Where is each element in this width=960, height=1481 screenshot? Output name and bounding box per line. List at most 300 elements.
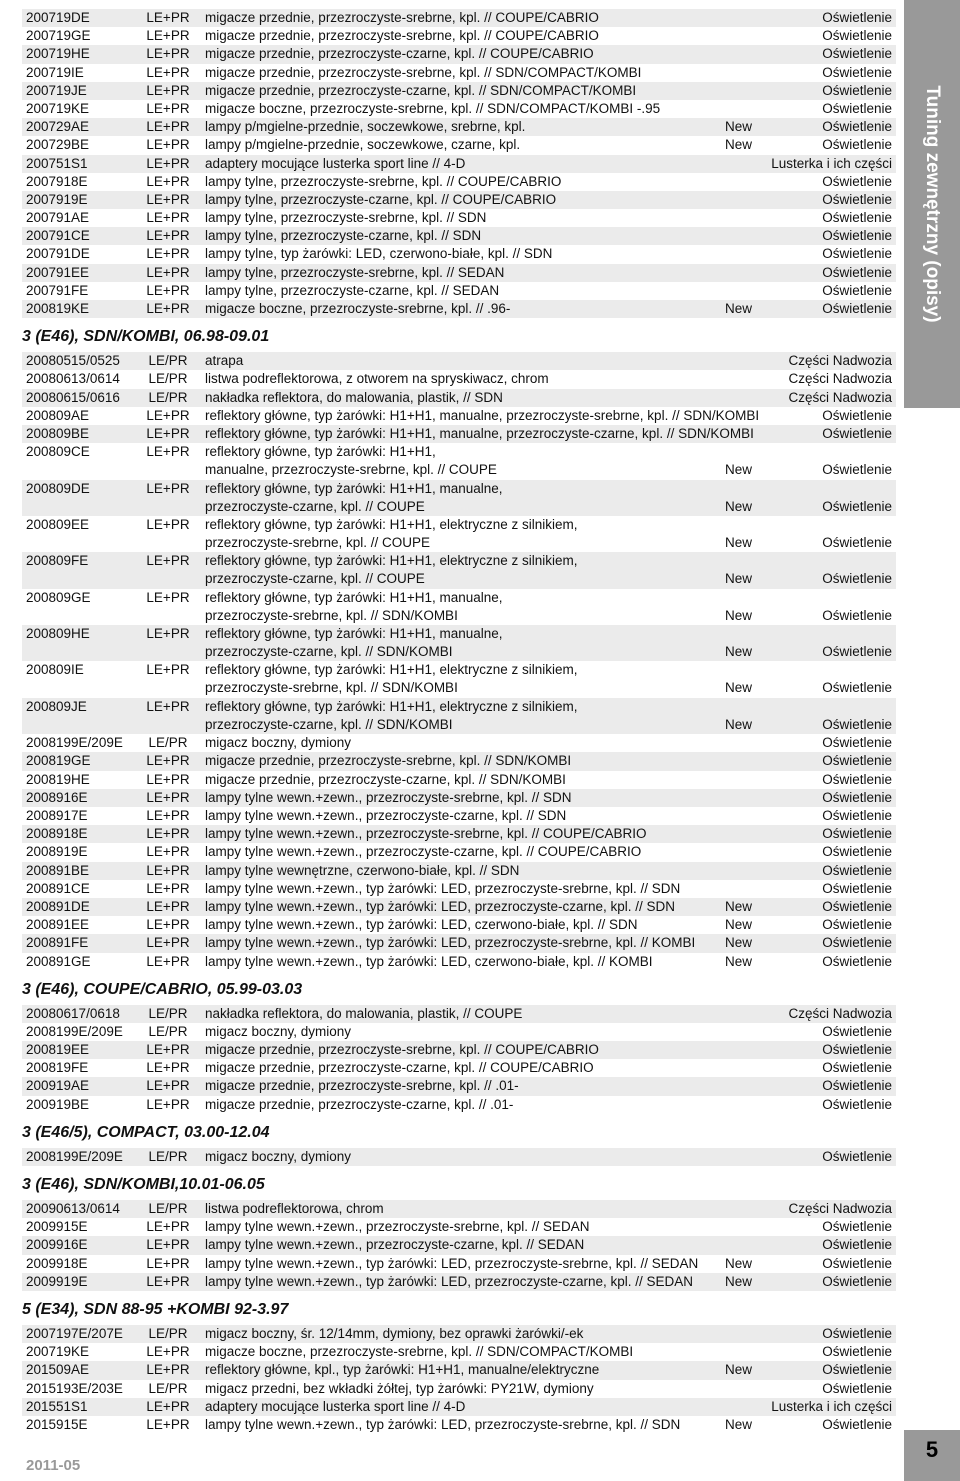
part-code: 20080615/0616: [26, 389, 120, 405]
table-row: [22, 136, 896, 154]
table-row: [22, 625, 896, 661]
part-description: lampy tylne wewn.+zewn., typ żarówki: LED, przezroczyste-srebrne, kpl. // SDN: [205, 1416, 681, 1432]
table-row: [22, 862, 896, 880]
new-badge: New: [725, 935, 753, 951]
part-description: nakładka reflektora, do malowania, plastik, // SDN: [205, 389, 503, 405]
category-label: Części Nadwozia: [788, 353, 892, 369]
category-label: Oświetlenie: [822, 862, 892, 878]
part-description: migacz boczny, dymiony: [205, 1023, 352, 1039]
part-code: 200809BE: [26, 425, 90, 441]
side-label: LE+PR: [146, 953, 190, 969]
table-row: [22, 155, 896, 173]
category-label: Części Nadwozia: [788, 1201, 892, 1216]
new-badge: New: [725, 898, 753, 914]
table-row: [22, 1148, 896, 1166]
part-description: reflektory główne, typ żarówki: H1+H1, elektryczne z silnikiem,: [205, 698, 578, 714]
table-row: [22, 45, 896, 63]
table-row: [22, 843, 896, 861]
side-label: LE+PR: [146, 301, 190, 316]
table-row: [22, 752, 896, 770]
part-description: migacze przednie, przezroczyste-srebrne, kpl. // .01-: [205, 1078, 519, 1094]
side-label: LE+PR: [146, 553, 190, 569]
table-row: [22, 1416, 896, 1434]
category-label: Oświetlenie: [822, 264, 892, 280]
new-badge: New: [725, 462, 753, 478]
part-code: 200819EE: [26, 1042, 90, 1058]
table-row: [22, 1255, 896, 1273]
part-code: 2008916E: [26, 789, 88, 805]
category-label: Oświetlenie: [822, 771, 892, 787]
new-badge: New: [725, 917, 753, 933]
part-description: migacze przednie, przezroczyste-srebrne, kpl. // COUPE/CABRIO: [205, 10, 599, 25]
side-label: LE+PR: [146, 1237, 190, 1253]
new-badge: New: [725, 119, 753, 135]
table-row: [22, 1380, 896, 1398]
part-code: 2009916E: [26, 1237, 88, 1253]
part-code: 2009918E: [26, 1255, 88, 1271]
side-label: LE+PR: [146, 589, 190, 605]
table-row: [22, 934, 896, 952]
category-label: Oświetlenie: [822, 1060, 892, 1076]
new-badge: New: [725, 571, 753, 587]
part-code: 200719JE: [26, 82, 87, 98]
side-label: LE+PR: [146, 1255, 190, 1271]
part-description: migacze przednie, przezroczyste-srebrne, kpl. // COUPE/CABRIO: [205, 1042, 599, 1058]
category-label: Oświetlenie: [822, 735, 892, 751]
part-description: reflektory główne, typ żarówki: H1+H1, manualne, przezroczyste-srebrne, kpl. // SDN/KOMBI: [205, 407, 760, 423]
part-description: migacze przednie, przezroczyste-srebrne, kpl. // SDN/KOMBI: [205, 753, 572, 769]
category-label: Oświetlenie: [822, 119, 892, 135]
table-row: [22, 209, 896, 227]
category-label: Oświetlenie: [822, 1416, 892, 1432]
section-header: [22, 1114, 896, 1148]
table-row: [22, 245, 896, 263]
new-badge: New: [725, 1255, 753, 1271]
part-description: reflektory główne, typ żarówki: H1+H1, manualne, przezroczyste-czarne, kpl. // SDN/KOMBI: [205, 425, 754, 441]
table-row: [22, 771, 896, 789]
category-label: Oświetlenie: [822, 1344, 892, 1360]
part-description: migacze przednie, przezroczyste-czarne, kpl. // COUPE/CABRIO: [205, 1060, 594, 1076]
part-code: 2007918E: [26, 173, 88, 189]
category-label: Oświetlenie: [822, 1023, 892, 1039]
part-code: 200809IE: [26, 662, 84, 678]
new-badge: New: [725, 137, 753, 153]
category-label: Oświetlenie: [822, 498, 892, 514]
part-code: 200791EE: [26, 264, 90, 280]
section-title: 5 (E34), SDN 88-95 +KOMBI 92-3.97: [22, 1300, 289, 1318]
part-code: 20080617/0618: [26, 1005, 120, 1021]
table-row: [22, 1059, 896, 1077]
side-label: LE/PR: [148, 1325, 188, 1341]
part-description: atrapa: [205, 353, 244, 369]
part-description-line2: przezroczyste-srebrne, kpl. // COUPE: [205, 534, 431, 550]
part-code: 200719IE: [26, 64, 84, 80]
part-code: 200751S1: [26, 155, 88, 171]
part-code: 200809EE: [26, 516, 90, 532]
category-label: Części Nadwozia: [788, 371, 892, 387]
part-code: 200809CE: [26, 444, 90, 460]
part-description: lampy tylne wewn.+zewn., przezroczyste-czarne, kpl. // SEDAN: [205, 1237, 585, 1253]
side-label: LE+PR: [146, 898, 190, 914]
category-label: Oświetlenie: [822, 191, 892, 207]
side-label: LE/PR: [148, 371, 188, 387]
part-code: 200891CE: [26, 880, 90, 896]
new-badge: New: [725, 301, 753, 316]
part-code: 201551S1: [26, 1398, 88, 1414]
part-description: lampy tylne, przezroczyste-czarne, kpl. // SEDAN: [205, 282, 500, 298]
table-row: [22, 807, 896, 825]
part-description: lampy p/mgielne-przednie, soczewkowe, czarne, kpl.: [205, 137, 521, 153]
part-code: 2015915E: [26, 1416, 88, 1432]
part-description: lampy tylne wewn.+zewn., typ żarówki: LED, przezroczyste-srebrne, kpl. // KOMBI: [205, 935, 696, 951]
new-badge: New: [725, 716, 753, 732]
part-code: 2009919E: [26, 1273, 88, 1289]
category-label: Oświetlenie: [822, 880, 892, 896]
table-row: [22, 1236, 896, 1254]
category-label: Oświetlenie: [822, 210, 892, 226]
part-description: reflektory główne, typ żarówki: H1+H1,: [205, 444, 436, 460]
part-description: migacze przednie, przezroczyste-czarne, kpl. // .01-: [205, 1096, 514, 1112]
sidebar-title: Tuning zewnętrzny (opisy): [922, 85, 943, 323]
part-description: migacze przednie, przezroczyste-czarne, kpl. // SDN/COMPACT/KOMBI: [205, 82, 637, 98]
side-label: LE+PR: [146, 917, 190, 933]
table-row: [22, 173, 896, 191]
part-code: 200809AE: [26, 407, 90, 423]
table-row: [22, 516, 896, 552]
part-description: migacze przednie, przezroczyste-srebrne, kpl. // COUPE/CABRIO: [205, 28, 599, 44]
side-label: LE/PR: [148, 1380, 188, 1396]
category-label: Oświetlenie: [822, 301, 892, 316]
side-label: LE+PR: [146, 1398, 190, 1414]
category-label: Oświetlenie: [822, 82, 892, 98]
table-row: [22, 282, 896, 300]
part-description: migacze przednie, przezroczyste-srebrne, kpl. // SDN/COMPACT/KOMBI: [205, 64, 642, 80]
category-label: Oświetlenie: [822, 953, 892, 969]
side-label: LE+PR: [146, 698, 190, 714]
category-label: Oświetlenie: [822, 46, 892, 62]
side-label: LE+PR: [146, 282, 190, 298]
part-description: reflektory główne, typ żarówki: H1+H1, elektryczne z silnikiem,: [205, 516, 578, 532]
side-label: LE+PR: [146, 844, 190, 860]
part-code: 200891GE: [26, 953, 91, 969]
part-code: 2007197E/207E: [26, 1325, 123, 1341]
part-code: 200791DE: [26, 246, 90, 262]
part-description: migacze przednie, przezroczyste-czarne, kpl. // COUPE/CABRIO: [205, 46, 594, 62]
table-row: [22, 1325, 896, 1343]
side-label: LE+PR: [146, 228, 190, 244]
part-code: 2008199E/209E: [26, 1148, 123, 1164]
category-label: Oświetlenie: [822, 228, 892, 244]
part-description: lampy tylne wewn.+zewn., typ żarówki: LED, przezroczyste-srebrne, kpl. // SEDAN: [205, 1255, 699, 1271]
side-label: LE+PR: [146, 82, 190, 98]
category-label: Części Nadwozia: [788, 1005, 892, 1021]
part-description: lampy tylne wewn.+zewn., typ żarówki: LED, przezroczyste-czarne, kpl. // SEDAN: [205, 1273, 694, 1289]
part-code: 200791FE: [26, 282, 89, 298]
category-label: Oświetlenie: [822, 789, 892, 805]
part-description-line2: przezroczyste-srebrne, kpl. // SDN/KOMBI: [205, 680, 458, 696]
category-label: Oświetlenie: [822, 425, 892, 441]
side-label: LE+PR: [146, 425, 190, 441]
new-badge: New: [725, 498, 753, 514]
side-label: LE+PR: [146, 100, 190, 116]
part-code: 20080515/0525: [26, 353, 120, 369]
part-description: lampy tylne, przezroczyste-srebrne, kpl. // SEDAN: [205, 264, 505, 280]
new-badge: New: [725, 1273, 753, 1289]
section-header: [22, 318, 896, 352]
table-row: [22, 352, 896, 370]
side-label: LE+PR: [146, 1344, 190, 1360]
side-label: LE+PR: [146, 1096, 190, 1112]
table-row: [22, 9, 896, 27]
table-row: [22, 1398, 896, 1416]
category-label: Oświetlenie: [822, 1042, 892, 1058]
section-header: [22, 971, 896, 1005]
section-title: 3 (E46), SDN/KOMBI,10.01-06.05: [22, 1176, 265, 1193]
table-row: [22, 370, 896, 388]
section-header: [22, 1291, 896, 1325]
table-row: [22, 425, 896, 443]
new-badge: New: [725, 534, 753, 550]
table-row: [22, 389, 896, 407]
category-label: Oświetlenie: [822, 571, 892, 587]
part-description: adaptery mocujące lusterka sport line // 4-D: [205, 155, 466, 171]
part-code: 2008917E: [26, 808, 88, 823]
part-description: lampy tylne wewn.+zewn., przezroczyste-srebrne, kpl. // SDN: [205, 789, 572, 805]
side-label: LE+PR: [146, 210, 190, 226]
category-label: Oświetlenie: [822, 246, 892, 262]
page-number: 5: [925, 1437, 939, 1462]
side-label: LE+PR: [146, 119, 190, 135]
category-label: Oświetlenie: [822, 1273, 892, 1289]
part-description: nakładka reflektora, do malowania, plastik, // COUPE: [205, 1005, 523, 1021]
table-row: [22, 589, 896, 625]
part-description: reflektory główne, kpl., typ żarówki: H1+H1, manualne/elektryczne: [205, 1362, 600, 1378]
side-label: LE/PR: [148, 1201, 188, 1216]
side-label: LE/PR: [148, 389, 188, 405]
part-code: 2009915E: [26, 1219, 88, 1235]
part-description: listwa podreflektorowa, chrom: [205, 1201, 384, 1216]
table-row: [22, 1361, 896, 1379]
side-label: LE+PR: [146, 935, 190, 951]
category-label: Oświetlenie: [822, 1255, 892, 1271]
part-code: 200719HE: [26, 46, 90, 62]
part-code: 20090613/0614: [26, 1201, 120, 1216]
part-description: lampy tylne, typ żarówki: LED, czerwono-białe, kpl. // SDN: [205, 246, 553, 262]
section-title: 3 (E46/5), COMPACT, 03.00-12.04: [22, 1123, 270, 1141]
table-row: [22, 916, 896, 934]
side-label: LE+PR: [146, 662, 190, 678]
side-label: LE+PR: [146, 753, 190, 769]
table-row: [22, 698, 896, 734]
part-code: 2008199E/209E: [26, 1023, 123, 1039]
side-label: LE+PR: [146, 1060, 190, 1076]
part-description-line2: manualne, przezroczyste-srebrne, kpl. // COUPE: [205, 462, 497, 478]
part-description-line2: przezroczyste-czarne, kpl. // COUPE: [205, 498, 425, 514]
category-label: Oświetlenie: [822, 680, 892, 696]
table-row: [22, 191, 896, 209]
category-label: Oświetlenie: [822, 1219, 892, 1235]
table-row: [22, 407, 896, 425]
part-description: lampy tylne, przezroczyste-czarne, kpl. // SDN: [205, 228, 482, 244]
category-label: Oświetlenie: [822, 1325, 892, 1341]
category-label: Oświetlenie: [822, 1096, 892, 1112]
catalog-list: [22, 9, 896, 1434]
side-label: LE+PR: [146, 862, 190, 878]
category-label: Oświetlenie: [822, 64, 892, 80]
category-label: Oświetlenie: [822, 1380, 892, 1396]
category-label: Oświetlenie: [822, 137, 892, 153]
part-code: 200719KE: [26, 1344, 90, 1360]
part-code: 200809DE: [26, 480, 90, 496]
part-description: migacz boczny, dymiony: [205, 735, 352, 751]
part-description: migacz boczny, dymiony: [205, 1148, 352, 1164]
section-header: [22, 1166, 896, 1200]
table-row: [22, 661, 896, 697]
part-code: 200819HE: [26, 771, 90, 787]
table-row: [22, 1273, 896, 1291]
side-label: LE/PR: [148, 735, 188, 751]
table-row: [22, 443, 896, 479]
part-description: listwa podreflektorowa, z otworem na spryskiwacz, chrom: [205, 371, 549, 387]
new-badge: New: [725, 644, 753, 660]
part-code: 200719GE: [26, 28, 91, 44]
part-code: 200819GE: [26, 753, 91, 769]
category-label: Oświetlenie: [822, 844, 892, 860]
part-description: lampy tylne wewn.+zewn., typ żarówki: LED, czerwono-białe, kpl. // KOMBI: [205, 953, 653, 969]
section-title: 3 (E46), SDN/KOMBI, 06.98-09.01: [22, 328, 270, 346]
side-label: LE+PR: [146, 155, 190, 171]
part-description: lampy tylne, przezroczyste-czarne, kpl. // COUPE/CABRIO: [205, 191, 557, 207]
part-code: 200891EE: [26, 917, 90, 933]
category-label: Oświetlenie: [822, 407, 892, 423]
side-label: LE/PR: [148, 1148, 188, 1164]
category-label: Oświetlenie: [822, 935, 892, 951]
new-badge: New: [725, 1416, 753, 1432]
table-row: [22, 1023, 896, 1041]
category-label: Oświetlenie: [822, 1237, 892, 1253]
side-label: LE+PR: [146, 444, 190, 460]
category-label: Oświetlenie: [822, 282, 892, 298]
new-badge: New: [725, 607, 753, 623]
category-label: Oświetlenie: [822, 644, 892, 660]
new-badge: New: [725, 953, 753, 969]
part-code: 200809FE: [26, 553, 89, 569]
category-label: Oświetlenie: [822, 10, 892, 25]
table-row: [22, 880, 896, 898]
part-description: adaptery mocujące lusterka sport line // 4-D: [205, 1398, 466, 1414]
table-row: [22, 480, 896, 516]
table-row: [22, 825, 896, 843]
part-code: 200809HE: [26, 626, 90, 642]
part-code: 200819KE: [26, 301, 90, 316]
part-description: migacz przedni, bez wkładki żółtej, typ żarówki: PY21W, dymiony: [205, 1380, 594, 1396]
category-label: Oświetlenie: [822, 534, 892, 550]
table-row: [22, 300, 896, 318]
part-description: reflektory główne, typ żarówki: H1+H1, manualne,: [205, 626, 503, 642]
category-label: Oświetlenie: [822, 1078, 892, 1094]
category-label: Części Nadwozia: [788, 389, 892, 405]
table-row: [22, 1218, 896, 1236]
table-row: [22, 100, 896, 118]
side-label: LE+PR: [146, 28, 190, 44]
side-label: LE+PR: [146, 173, 190, 189]
part-description: reflektory główne, typ żarówki: H1+H1, elektryczne z silnikiem,: [205, 553, 578, 569]
part-code: 200891BE: [26, 862, 90, 878]
side-label: LE+PR: [146, 1078, 190, 1094]
table-row: [22, 227, 896, 245]
side-label: LE+PR: [146, 1042, 190, 1058]
part-description: lampy tylne wewn.+zewn., przezroczyste-czarne, kpl. // SDN: [205, 808, 567, 823]
part-code: 200719KE: [26, 100, 90, 116]
category-label: Oświetlenie: [822, 716, 892, 732]
part-code: 200809GE: [26, 589, 91, 605]
side-label: LE+PR: [146, 626, 190, 642]
category-label: Oświetlenie: [822, 28, 892, 44]
part-code: 200891FE: [26, 935, 89, 951]
table-row: [22, 1041, 896, 1059]
new-badge: New: [725, 680, 753, 696]
table-row: [22, 82, 896, 100]
table-row: [22, 1200, 896, 1218]
table-row: [22, 898, 896, 916]
table-row: [22, 734, 896, 752]
side-label: LE+PR: [146, 808, 190, 823]
part-code: 200719DE: [26, 10, 90, 25]
side-label: LE/PR: [148, 1005, 188, 1021]
category-label: Oświetlenie: [822, 808, 892, 823]
category-label: Oświetlenie: [822, 917, 892, 933]
table-row: [22, 552, 896, 588]
table-row: [22, 118, 896, 136]
category-label: Oświetlenie: [822, 898, 892, 914]
category-label: Oświetlenie: [822, 100, 892, 116]
part-description: lampy tylne wewn.+zewn., typ żarówki: LED, przezroczyste-srebrne, kpl. // SDN: [205, 880, 681, 896]
side-label: LE+PR: [146, 1273, 190, 1289]
part-description: lampy tylne, przezroczyste-srebrne, kpl. // SDN: [205, 210, 487, 226]
part-description: lampy p/mgielne-przednie, soczewkowe, srebrne, kpl.: [205, 119, 526, 135]
part-code: 2008918E: [26, 826, 88, 842]
part-description: reflektory główne, typ żarówki: H1+H1, manualne,: [205, 480, 503, 496]
side-label: LE+PR: [146, 64, 190, 80]
new-badge: New: [725, 1362, 753, 1378]
part-description: migacz boczny, śr. 12/14mm, dymiony, bez oprawki żarówki/-ek: [205, 1325, 584, 1341]
part-description-line2: przezroczyste-czarne, kpl. // SDN/KOMBI: [205, 716, 453, 732]
side-label: LE+PR: [146, 246, 190, 262]
part-code: 200919AE: [26, 1078, 90, 1094]
side-label: LE+PR: [146, 516, 190, 532]
part-description: reflektory główne, typ żarówki: H1+H1, manualne,: [205, 589, 503, 605]
side-label: LE+PR: [146, 1416, 190, 1432]
part-code: 201509AE: [26, 1362, 90, 1378]
side-label: LE+PR: [146, 46, 190, 62]
side-label: LE+PR: [146, 1362, 190, 1378]
category-label: Oświetlenie: [822, 173, 892, 189]
side-label: LE+PR: [146, 880, 190, 896]
category-label: Oświetlenie: [822, 462, 892, 478]
part-code: 2008199E/209E: [26, 735, 123, 751]
side-label: LE+PR: [146, 789, 190, 805]
part-description: lampy tylne wewn.+zewn., przezroczyste-czarne, kpl. // COUPE/CABRIO: [205, 844, 642, 860]
side-label: LE+PR: [146, 264, 190, 280]
section-title: 3 (E46), COUPE/CABRIO, 05.99-03.03: [22, 980, 303, 998]
table-row: [22, 27, 896, 45]
part-code: 200809JE: [26, 698, 87, 714]
side-label: LE/PR: [148, 1023, 188, 1039]
table-row: [22, 1005, 896, 1023]
footer-date: 2011-05: [26, 1457, 81, 1474]
part-description: lampy tylne wewn.+zewn., przezroczyste-srebrne, kpl. // SEDAN: [205, 1219, 590, 1235]
category-label: Lusterka i ich części: [771, 1398, 892, 1414]
